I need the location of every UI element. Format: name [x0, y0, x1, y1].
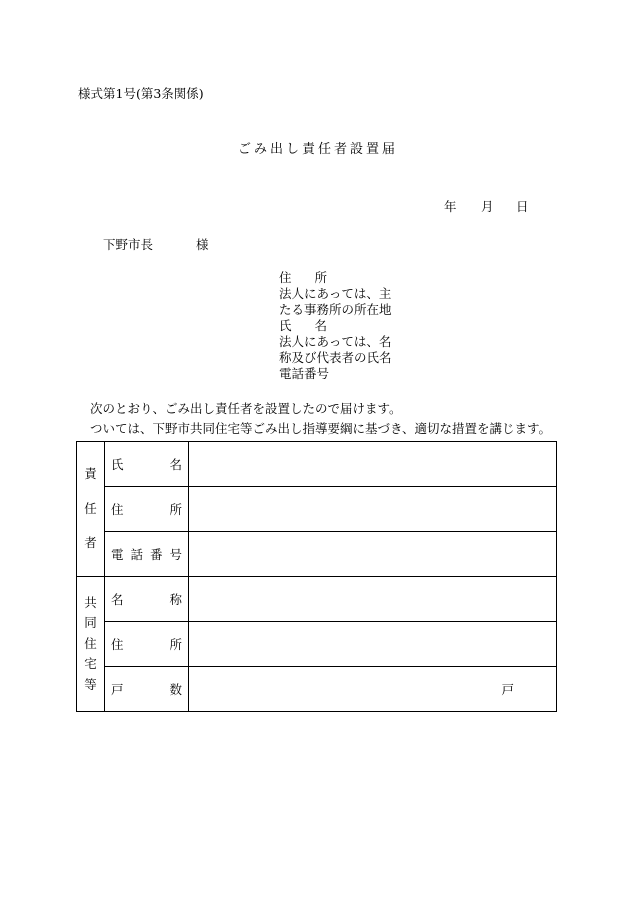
housing-unit-count-field[interactable] — [189, 667, 557, 712]
table-row — [77, 577, 557, 622]
field-label-unit-count: 戸数 — [105, 667, 189, 712]
body-text-line-2: ついては、下野市共同住宅等ごみ出し指導要綱に基づき、適切な措置を講じます。 — [90, 421, 552, 436]
form-number: 様式第1号(第3条関係) — [78, 86, 204, 101]
unit-count-suffix: 戸 — [501, 682, 514, 697]
responsible-address-field[interactable] — [189, 487, 557, 532]
date-month-label: 月 — [481, 199, 494, 214]
addressee-honorific: 様 — [196, 237, 209, 252]
date-year-label: 年 — [444, 199, 457, 214]
field-label-building-address: 住所 — [105, 622, 189, 667]
document-title: ごみ出し責任者設置届 — [238, 142, 399, 157]
responsible-name-field[interactable] — [189, 442, 557, 487]
date-day-label: 日 — [516, 199, 529, 214]
table-row — [77, 667, 557, 712]
field-label-name: 氏名 — [105, 442, 189, 487]
table-row — [77, 532, 557, 577]
applicant-address-note-1: 法人にあっては、主 — [279, 286, 392, 301]
info-table — [76, 441, 557, 712]
group-label-housing: 共 同 住 宅 等 — [77, 577, 105, 712]
applicant-address-note-2: たる事務所の所在地 — [279, 302, 392, 317]
responsible-phone-field[interactable] — [189, 532, 557, 577]
applicant-address-label: 住所 — [279, 270, 327, 285]
housing-name-field[interactable] — [189, 577, 557, 622]
applicant-name-note-2: 称及び代表者の氏名 — [279, 350, 392, 365]
field-label-building-name: 名称 — [105, 577, 189, 622]
table-row — [77, 487, 557, 532]
field-label-phone: 電話番号 — [105, 532, 189, 577]
housing-address-field[interactable] — [189, 622, 557, 667]
applicant-name-label: 氏名 — [279, 318, 327, 333]
applicant-phone-label: 電話番号 — [279, 366, 330, 381]
group-label-responsible-person: 責 任 者 — [77, 442, 105, 577]
body-text-line-1: 次のとおり、ごみ出し責任者を設置したので届けます。 — [90, 401, 402, 416]
table-row — [77, 622, 557, 667]
field-label-address: 住所 — [105, 487, 189, 532]
table-row — [77, 442, 557, 487]
applicant-name-note-1: 法人にあっては、名 — [279, 334, 392, 349]
addressee-name: 下野市長 — [103, 237, 154, 252]
